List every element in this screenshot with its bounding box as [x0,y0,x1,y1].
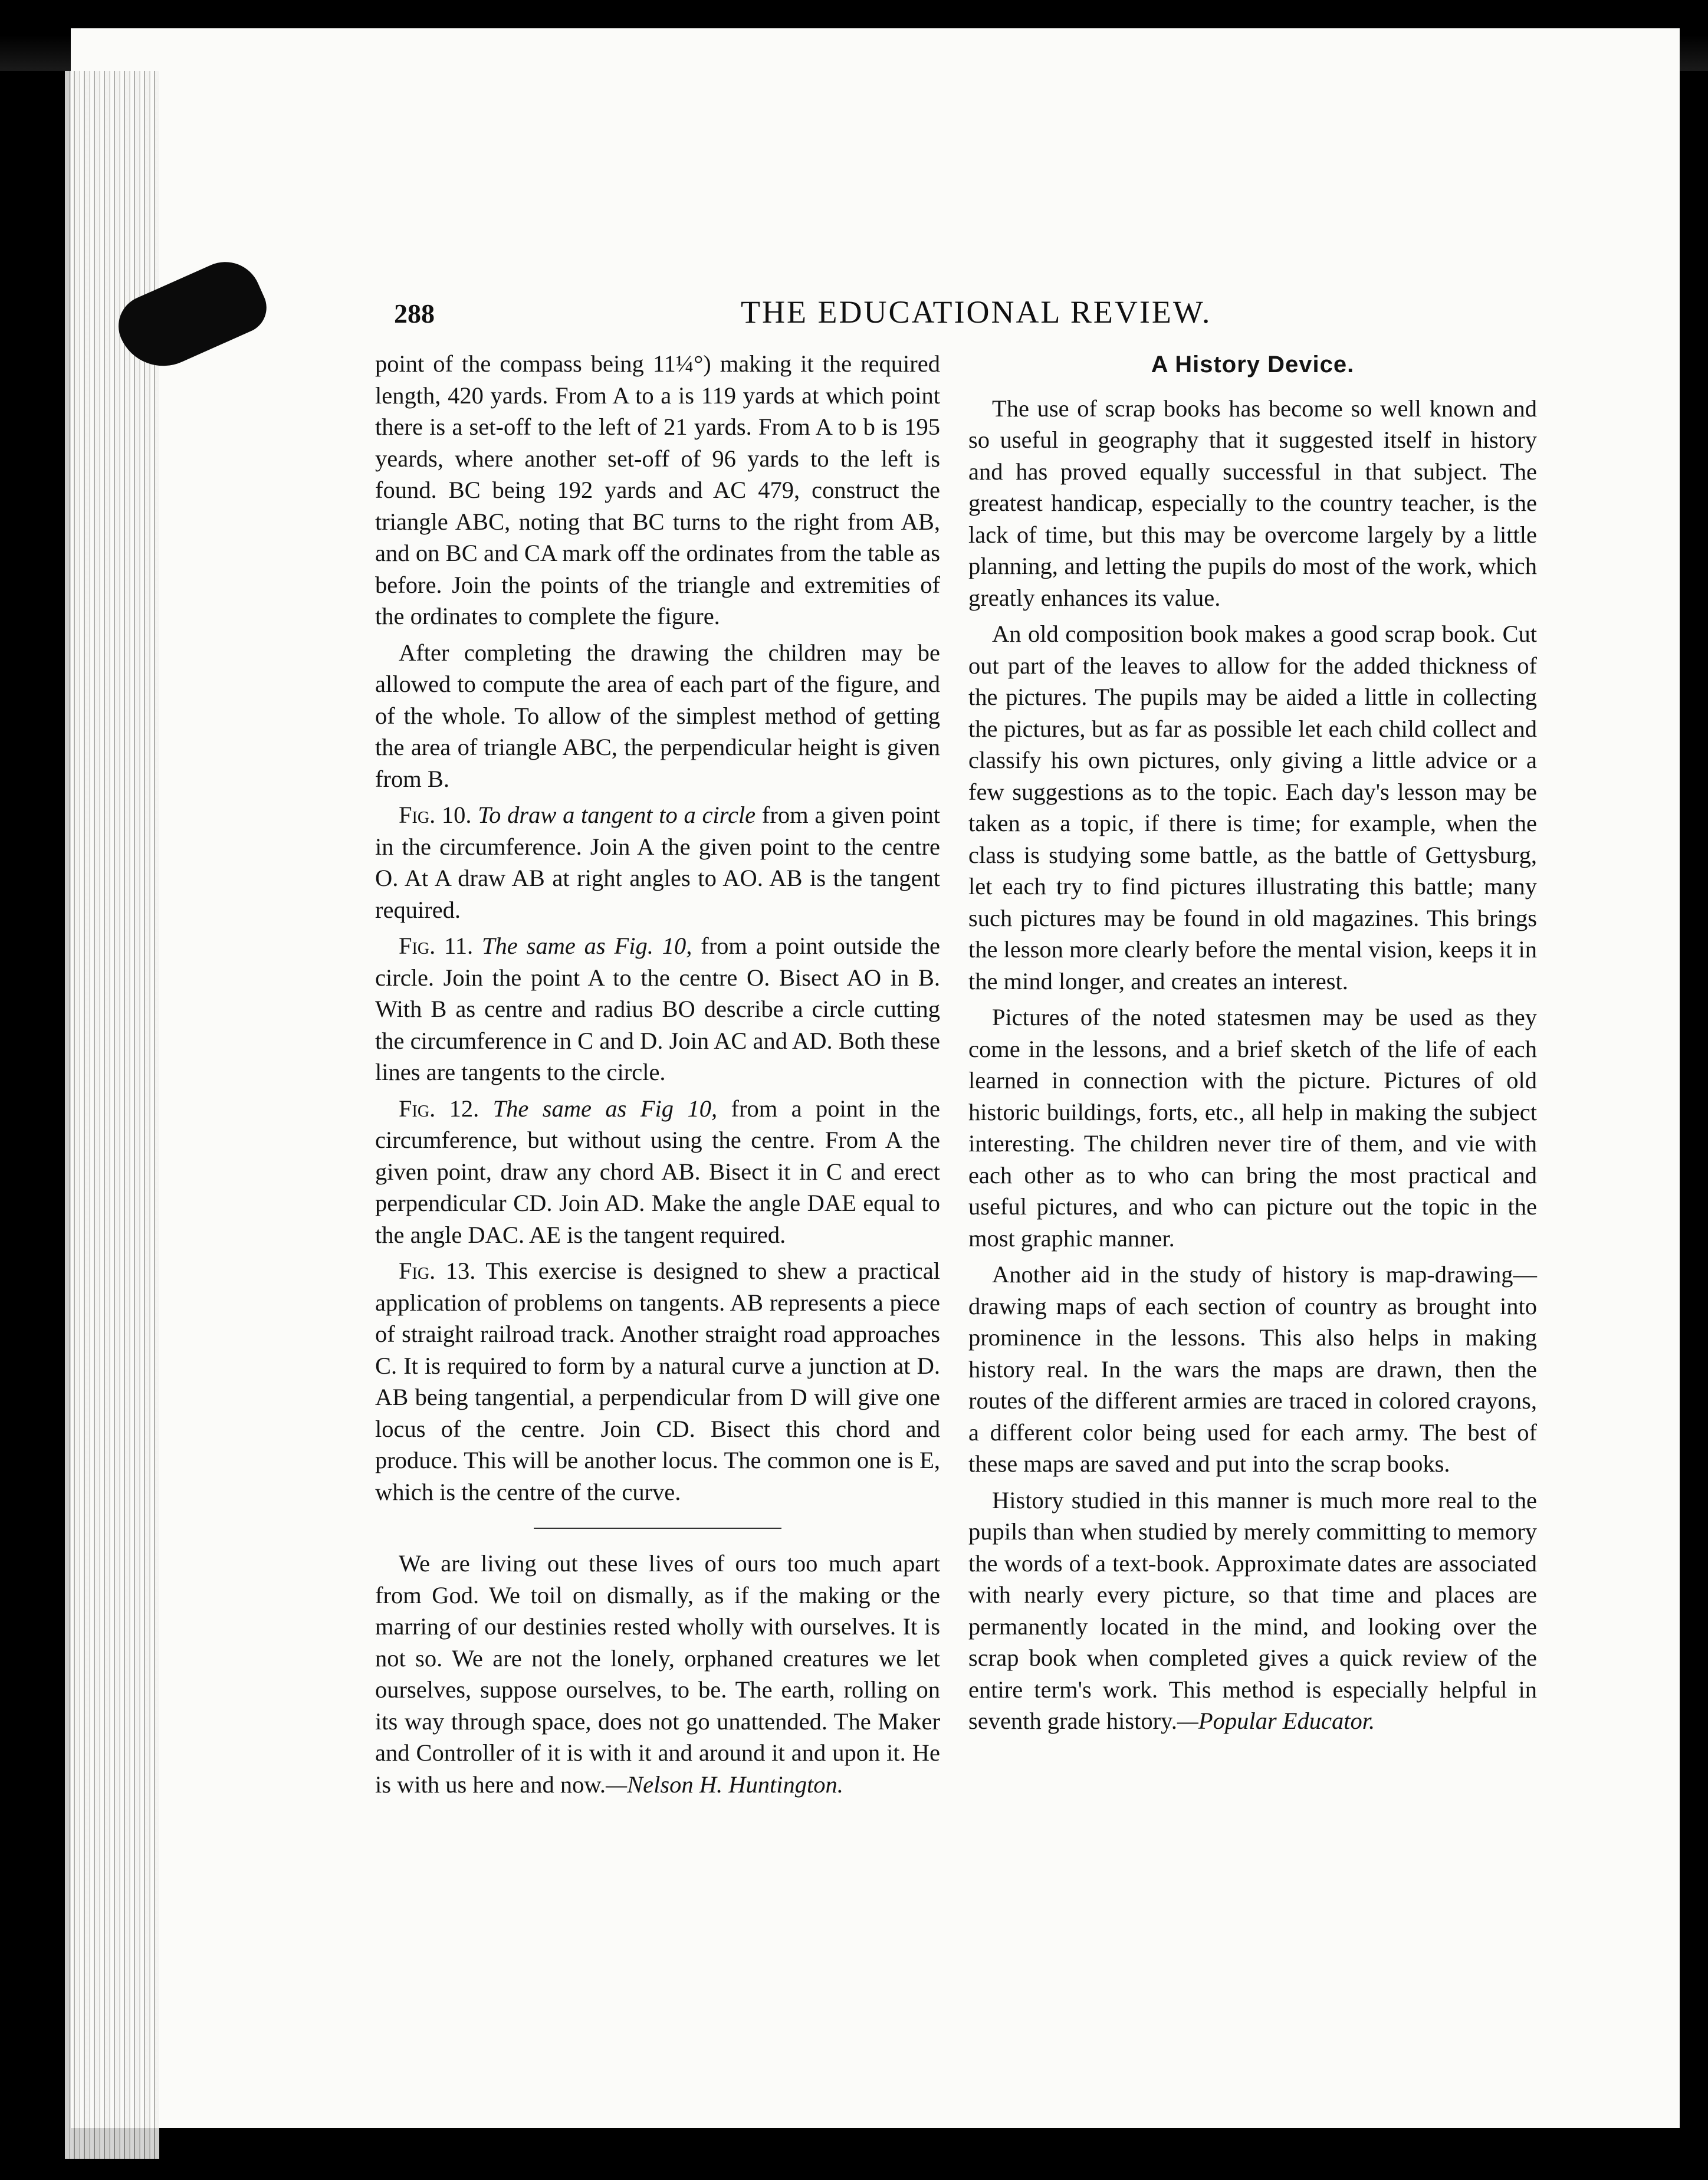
running-title: THE EDUCATIONAL REVIEW. [741,294,1212,330]
paragraph: Pictures of the noted statesmen may be used as they come in the lessons, and a brief sketch of the life of each learned in connection with the picture. Pictures of old historic buildings, forts, etc., all help in making the subject interesting. The children never tire of them, and vie with each other as to who can bring the most practical and useful pictures, and who can picture out the topic in the most graphic manner. [968,1004,1537,1252]
paragraph: The use of scrap books has become so well known and so useful in geography that it suggested itself in history and has proved equally successful in that subject. The greatest handicap, especially to the country teacher, is the lack of time, but this may be overcome largely by a little planning, and letting the pupils do most of the work, which greatly enhances its value. [968,395,1537,611]
fig12-paragraph [375,1093,940,1251]
fig-label: Fig. 13. [399,1258,476,1284]
fig-text: from a point outside the circle. Join the point A to the centre O. Bisect AO in B. With B as centre and radius BO describe a circle cutting the circumference in C and D. Join AC and AD. Both these lines are tangents to the circle. [375,933,940,1085]
fig-text: from a given point in the circumference. Join A the given point to the centre O. At A draw AB at right angles to AO. AB is the tangent required. [375,802,941,923]
section-heading: A History Device. [1151,352,1355,377]
fig-title: To draw a tangent to a circle [478,802,756,828]
fig13-paragraph [375,1255,940,1508]
quote-paragraph [375,1548,940,1800]
fig-label: Fig. 11. [399,933,474,959]
left-column [375,348,940,1805]
fig-title: The same as Fig 10, [492,1095,718,1122]
paragraph [968,1485,1537,1737]
fig10-paragraph [375,799,940,925]
paragraph: point of the compass being 11¼°) making it the required length, 420 yards. From A to a is 119 yards at which point there is a set-off to the left of 21 yards. From A to b is 195 yeards, where another set-off of 96 yards to the left is found. BC being 192 yards and AC 479, construct the triangle ABC, noting that BC turns to the right from AB, and on BC and CA mark off the ordinates from the table as before. Join the points of the triangle and extremities of the ordinates to complete the figure. [375,350,940,629]
source-attribution: —Popular Educator. [1177,1708,1375,1734]
quote-text: We are living out these lives of ours too much apart from God. We toil on dismally, as if the making or the marring of our destinies rested wholly with ourselves. It is not so. We are not the lonely, orphaned creatures we let ourselves, suppose ourselves, to be. The earth, rolling on its way through space, does not go unattended. The Maker and Controller of it is with it and around it and upon it. He is with us here and now. [375,1550,940,1798]
paragraph-text: History studied in this manner is much more real to the pupils than when studied by merely committing to memory the words of a text-book. Approximate dates are associated with nearly every picture, so that time and places are permanently located in the mind, and looking over the scrap book when completed gives a quick review of the entire term's work. This method is especially helpful in seventh grade history. [968,1486,1537,1734]
fig11-paragraph [375,930,940,1088]
fig-text: from a point in the circumference, but without using the centre. From A the given point, draw any chord AB. Bisect it in C and erect perpendicular CD. Join AD. Make the angle DAE equal to the angle DAC. AE is the tangent required. [375,1095,941,1248]
quote-attribution: —Nelson H. Huntington. [606,1771,843,1798]
fig-label: Fig. 12. [399,1095,479,1122]
fig-title: The same as Fig. 10, [482,933,692,959]
section-divider [534,1528,781,1529]
page-number: 288 [394,298,435,329]
right-column [968,348,1537,1742]
page-edge-strip [65,71,159,2159]
fig-label: Fig. 10. [399,802,472,828]
fig-text: This exercise is designed to shew a practical application of problems on tangents. AB represents a piece of straight railroad track. Another straight road approaches C. It is required to form by a natural curve a junction at D. AB being tangential, a perpendicular from D will give one locus of the centre. Join CD. Bisect this chord and produce. This will be another locus. The common one is E, which is the centre of the curve. [375,1258,940,1505]
paragraph: After completing the drawing the children may be allowed to compute the area of each part of the figure, and of the whole. To allow of the simplest method of getting the area of triangle ABC, the perpendicular height is given from B. [375,639,940,792]
paragraph: An old composition book makes a good scrap book. Cut out part of the leaves to allow for the added thickness of the pictures. The pupils may be aided a little in collecting the pictures, but as far as possible let each child collect and classify his own pictures, only giving a little advice or a few suggestions as to the topic. Each day's lesson may be taken as a topic, if there is time; for example, when the class is studying some battle, as the battle of Gettysburg, let each try to find pictures illustrating this battle; many such pictures may be found in old magazines. This brings the lesson more clearly before the mental vision, keeps it in the mind longer, and creates an interest. [968,620,1537,994]
paragraph: Another aid in the study of history is map-drawing—drawing maps of each section of country as brought into prominence in the lessons. This also helps in making history real. In the wars the maps are drawn, then the routes of the different armies are traced in colored crayons, a different color being used for each army. The best of these maps are saved and put into the scrap books. [968,1261,1537,1477]
